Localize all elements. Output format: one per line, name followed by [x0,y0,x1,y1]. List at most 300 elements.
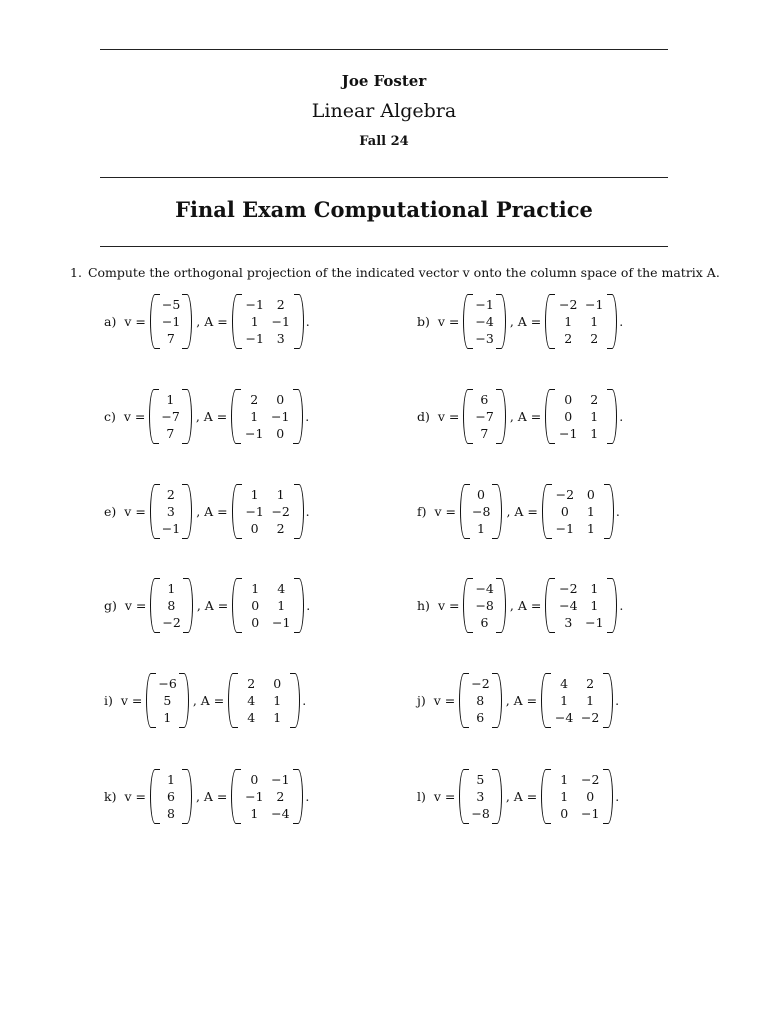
matrix-entry: −2 [559,297,578,312]
A-equals: , A = [505,693,538,708]
right-paren [294,294,304,349]
matrix-entry: 2 [247,676,256,691]
matrix-entry: 2 [250,392,259,407]
right-paren [183,578,193,633]
matrix-A [232,578,304,633]
matrix-A [231,769,303,824]
left-paren [231,389,241,444]
matrix-entry: −2 [162,615,181,630]
matrix-entry: −7 [475,409,494,424]
matrix-body [238,673,290,728]
matrix-row [160,788,182,805]
v-equals: v = [123,409,146,424]
matrix-entry: 2 [590,331,599,346]
matrix-entry: −1 [245,297,264,312]
vector-v [150,578,192,633]
vector-v [463,294,505,349]
v-equals: v = [437,409,460,424]
matrix-row [473,391,495,408]
matrix-row [469,788,491,805]
problem-item [417,578,623,633]
matrix-entry: 0 [276,426,285,441]
left-paren [232,578,242,633]
matrix-entry: 0 [560,806,569,821]
matrix-A [542,484,614,539]
matrix-A [232,294,304,349]
matrix-entry: −1 [245,504,264,519]
problem-item [104,578,310,633]
matrix-entry: −2 [555,487,575,502]
matrix-row [473,614,495,631]
right-paren [294,484,304,539]
matrix-entry: −4 [554,710,574,725]
matrix-row [555,391,607,408]
right-paren [603,769,613,824]
v-equals: v = [437,598,460,613]
page-title: Final Exam Computational Practice [175,197,593,222]
problem-label: b) [417,314,430,329]
right-paren [492,484,502,539]
right-paren [290,673,300,728]
matrix-body [473,294,495,349]
problem-item [417,769,619,824]
matrix-entry: 3 [276,331,285,346]
v-equals: v = [124,314,146,329]
period: . [615,504,620,519]
problem-label: a) [104,314,117,329]
matrix-body [551,673,603,728]
period: . [619,409,624,424]
matrix-entry: 2 [564,331,573,346]
matrix-row [551,788,603,805]
problem-item [104,294,310,349]
matrix-entry: −1 [272,615,291,630]
matrix-body [159,389,181,444]
matrix-body [160,578,182,633]
matrix-entry: −2 [271,504,290,519]
matrix-entry: −1 [161,314,181,329]
left-paren [541,673,551,728]
course-name: Linear Algebra [311,100,457,122]
matrix-entry: −2 [580,710,600,725]
matrix-body [469,673,491,728]
v-equals: v = [124,789,146,804]
left-paren [463,389,473,444]
matrix-row [555,296,607,313]
matrix-row [156,692,178,709]
period: . [305,789,310,804]
vector-v [459,769,501,824]
matrix-row [238,709,290,726]
matrix-body [551,769,603,824]
period: . [305,409,310,424]
matrix-entry: 0 [564,392,573,407]
matrix-entry: 0 [477,487,485,502]
matrix-entry: 4 [560,676,569,691]
matrix-entry: −8 [471,806,490,821]
matrix-entry: 6 [480,392,489,407]
matrix-A [541,673,613,728]
right-paren [492,769,502,824]
vector-v [150,294,192,349]
left-paren [150,294,160,349]
matrix-row [159,425,181,442]
matrix-entry: 1 [166,392,175,407]
vector-v [463,578,505,633]
matrix-entry: 1 [586,504,595,519]
matrix-body [473,578,495,633]
matrix-row [469,771,491,788]
matrix-row [555,597,607,614]
period: . [619,598,624,613]
matrix-entry: 7 [166,426,175,441]
matrix-entry: 0 [273,676,282,691]
matrix-entry: 6 [166,789,175,804]
matrix-row [551,805,603,822]
matrix-body [242,484,294,539]
matrix-entry: 0 [251,598,260,613]
matrix-row [242,313,294,330]
period: . [615,693,620,708]
matrix-entry: 1 [276,487,285,502]
matrix-row [160,296,182,313]
matrix-entry: 4 [247,710,256,725]
matrix-entry: −4 [271,806,290,821]
left-paren [150,578,160,633]
matrix-entry: 1 [250,314,259,329]
A-equals: , A = [506,504,538,519]
v-equals: v = [437,314,460,329]
matrix-row [551,675,603,692]
matrix-A [228,673,300,728]
matrix-row [470,503,492,520]
matrix-row [469,805,491,822]
left-paren [463,294,473,349]
matrix-entry: −1 [585,615,604,630]
matrix-body [242,578,294,633]
matrix-entry: 1 [250,487,259,502]
matrix-entry: −1 [475,297,494,312]
right-paren [179,673,189,728]
matrix-body [555,389,607,444]
period: . [305,504,310,519]
vector-v [463,389,505,444]
right-paren [496,578,506,633]
matrix-row [469,709,491,726]
right-paren [607,578,617,633]
question-prompt [70,265,720,280]
matrix-entry: −2 [581,772,600,787]
matrix-entry: −1 [581,806,600,821]
matrix-entry: 1 [560,789,569,804]
matrix-row [241,425,293,442]
problem-item [104,484,310,539]
problem-label: f) [417,504,427,519]
matrix-body [156,673,178,728]
matrix-entry: 2 [166,487,175,502]
v-equals: v = [124,504,146,519]
matrix-row [160,771,182,788]
matrix-entry: 3 [166,504,175,519]
matrix-body [160,484,182,539]
right-paren [607,294,617,349]
matrix-entry: 1 [277,598,286,613]
matrix-entry: −4 [475,581,494,596]
A-equals: , A = [505,789,538,804]
matrix-entry: −5 [161,297,181,312]
left-paren [545,294,555,349]
left-paren [463,578,473,633]
bottom-rule [100,246,668,247]
vector-v [460,484,502,539]
matrix-entry: 0 [560,504,569,519]
matrix-row [552,520,604,537]
left-paren [150,484,160,539]
matrix-row [555,408,607,425]
problem-item [104,769,309,824]
matrix-row [241,391,293,408]
v-equals: v = [433,789,456,804]
matrix-entry: 7 [480,426,489,441]
matrix-row [555,580,607,597]
matrix-row [242,597,294,614]
matrix-entry: 1 [590,426,599,441]
matrix-row [242,330,294,347]
period: . [302,693,307,708]
matrix-entry: 0 [251,615,260,630]
matrix-row [160,614,182,631]
A-equals: , A = [509,314,542,329]
matrix-row [242,486,294,503]
matrix-row [241,788,293,805]
v-equals: v = [434,504,457,519]
matrix-row [555,614,607,631]
matrix-row [551,771,603,788]
matrix-entry: −1 [245,426,264,441]
matrix-row [241,408,293,425]
matrix-entry: 1 [586,693,595,708]
matrix-row [473,597,495,614]
right-paren [294,578,304,633]
matrix-entry: −4 [475,314,494,329]
middle-rule [100,177,668,178]
matrix-entry: 1 [590,314,599,329]
matrix-row [473,408,495,425]
left-paren [232,484,242,539]
question-number: 1. [70,265,82,280]
matrix-entry: 7 [166,331,175,346]
matrix-entry: 6 [480,615,489,630]
matrix-entry: −1 [555,521,575,536]
matrix-row [242,614,294,631]
matrix-entry: −1 [271,314,290,329]
left-paren [228,673,238,728]
matrix-entry: 1 [250,409,259,424]
matrix-A [541,769,613,824]
problem-label: c) [104,409,116,424]
matrix-row [242,580,294,597]
right-paren [604,484,614,539]
matrix-entry: 5 [163,693,172,708]
matrix-row [242,296,294,313]
period: . [619,314,624,329]
matrix-row [470,486,492,503]
problem-item [104,673,306,728]
matrix-row [555,330,607,347]
left-paren [545,578,555,633]
problem-item [104,389,309,444]
matrix-row [160,580,182,597]
matrix-entry: −8 [472,504,491,519]
left-paren [459,673,469,728]
period: . [615,789,620,804]
problem-label: d) [417,409,430,424]
matrix-entry: −1 [271,772,290,787]
problem-item [417,484,620,539]
matrix-body [555,578,607,633]
question-text: Compute the orthogonal projection of the indicated vector v onto the column space of the matrix A. [87,265,720,280]
matrix-body [470,484,492,539]
matrix-entry: −1 [271,409,290,424]
A-equals: , A = [195,789,228,804]
matrix-entry: 4 [277,581,286,596]
matrix-row [470,520,492,537]
vector-v [150,484,192,539]
matrix-entry: 3 [564,615,573,630]
matrix-entry: 4 [247,693,256,708]
A-equals: , A = [195,409,228,424]
matrix-row [241,771,293,788]
matrix-entry: 1 [590,598,599,613]
matrix-entry: −3 [475,331,494,346]
matrix-row [156,675,178,692]
matrix-row [469,675,491,692]
left-paren [150,769,160,824]
matrix-entry: 1 [166,772,175,787]
left-paren [232,294,242,349]
matrix-entry: 1 [250,806,259,821]
right-paren [182,294,192,349]
matrix-entry: 2 [276,789,285,804]
matrix-row [473,580,495,597]
matrix-entry: −1 [245,789,264,804]
matrix-row [160,313,182,330]
A-equals: , A = [192,693,225,708]
vector-v [150,769,192,824]
matrix-entry: 1 [273,710,282,725]
matrix-row [473,330,495,347]
top-rule [100,49,668,50]
matrix-entry: −7 [161,409,180,424]
matrix-body [242,294,294,349]
matrix-entry: 0 [586,789,595,804]
matrix-entry: 1 [163,710,172,725]
matrix-entry: −1 [161,521,181,536]
problem-label: e) [104,504,117,519]
left-paren [149,389,159,444]
matrix-body [241,389,293,444]
matrix-A [231,389,303,444]
right-paren [293,769,303,824]
matrix-entry: 1 [560,693,569,708]
right-paren [496,389,506,444]
matrix-row [160,805,182,822]
matrix-entry: −4 [559,598,578,613]
matrix-row [551,692,603,709]
matrix-row [241,805,293,822]
matrix-entry: 0 [586,487,595,502]
right-paren [496,294,506,349]
problem-item [417,673,619,728]
matrix-entry: 5 [476,772,485,787]
right-paren [182,769,192,824]
matrix-row [159,408,181,425]
matrix-entry: 6 [476,710,485,725]
matrix-row [469,692,491,709]
A-equals: , A = [196,314,228,329]
right-paren [182,389,192,444]
matrix-row [473,313,495,330]
matrix-entry: −8 [475,598,494,613]
matrix-row [160,597,182,614]
matrix-row [242,503,294,520]
problem-item [417,294,623,349]
matrix-entry: 2 [586,676,595,691]
left-paren [460,484,470,539]
problem-label: h) [417,598,430,613]
left-paren [542,484,552,539]
problem-label: j) [417,693,426,708]
problem-item [417,389,623,444]
matrix-entry: 8 [476,693,485,708]
left-paren [146,673,156,728]
problem-label: k) [104,789,117,804]
matrix-entry: 1 [590,409,599,424]
matrix-row [238,692,290,709]
matrix-entry: 3 [476,789,485,804]
matrix-A [545,389,617,444]
matrix-entry: 2 [276,521,285,536]
right-paren [492,673,502,728]
matrix-entry: 0 [250,772,259,787]
left-paren [545,389,555,444]
matrix-row [160,330,182,347]
A-equals: , A = [509,598,542,613]
author-name: Joe Foster [341,72,427,90]
matrix-body [552,484,604,539]
matrix-body [473,389,495,444]
vector-v [459,673,501,728]
right-paren [607,389,617,444]
period: . [306,598,311,613]
matrix-A [545,294,617,349]
matrix-row [552,486,604,503]
matrix-entry: 8 [167,598,176,613]
matrix-body [241,769,293,824]
matrix-body [160,294,182,349]
term-label: Fall 24 [359,134,409,149]
matrix-entry: −2 [559,581,578,596]
matrix-entry: 0 [276,392,285,407]
matrix-entry: 0 [564,409,573,424]
problem-label: l) [417,789,426,804]
matrix-row [159,391,181,408]
left-paren [541,769,551,824]
v-equals: v = [124,598,147,613]
matrix-entry: −2 [471,676,490,691]
right-paren [293,389,303,444]
matrix-entry: 1 [560,772,569,787]
